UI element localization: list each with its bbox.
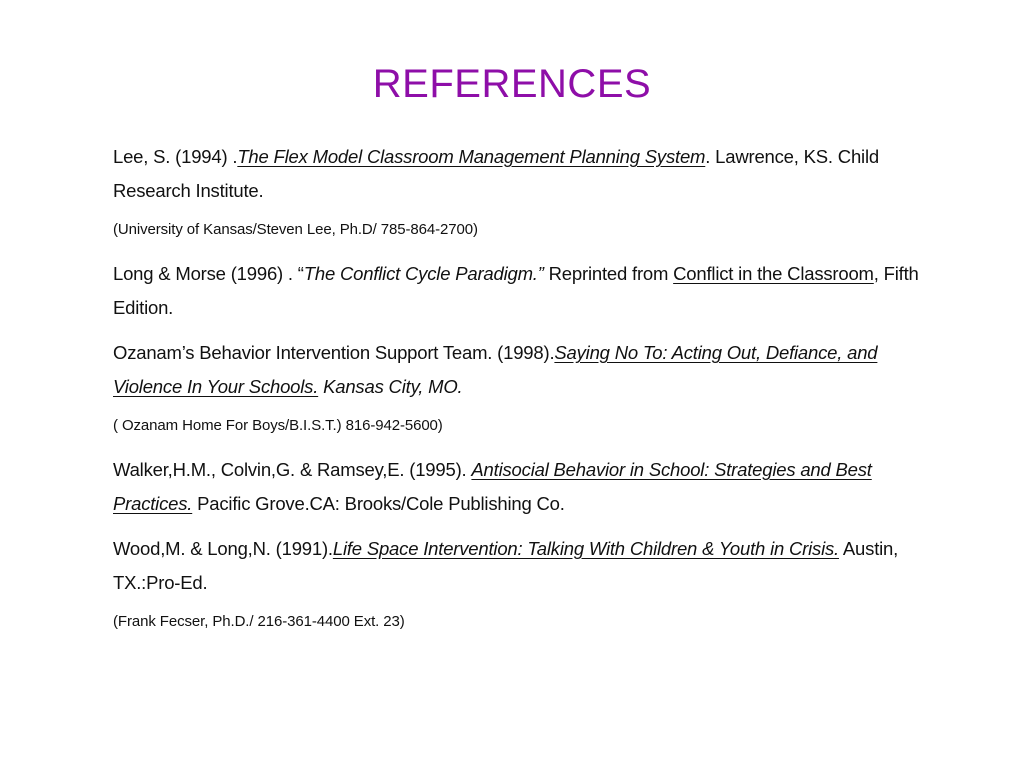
- reference-wood-title: Life Space Intervention: Talking With Children & Youth in Crisis.: [332, 538, 839, 559]
- reference-long-edition: , Fifth Edition.: [113, 263, 919, 318]
- reference-wood-contact: (Frank Fecser, Ph.D./ 216-361-4400 Ext. 23): [113, 613, 405, 630]
- reference-lee-publisher: . Lawrence, KS. Child Research Institute.: [113, 146, 879, 201]
- reference-walker-publisher: Pacific Grove.CA: Brooks/Cole Publishing Co.: [192, 493, 565, 514]
- reference-ozanam-location: Kansas City, MO.: [318, 376, 463, 397]
- reference-lee: [113, 140, 933, 208]
- reference-ozanam-contact: ( Ozanam Home For Boys/B.I.S.T.) 816-942-5600): [113, 417, 443, 434]
- reference-long: [113, 257, 933, 325]
- slide-title: REFERENCES: [372, 62, 652, 106]
- reference-list: [113, 140, 933, 649]
- reference-long-reprint: Reprinted from: [543, 263, 674, 284]
- reference-long-authors: Long & Morse (1996) . “: [113, 263, 304, 284]
- reference-wood-authors: Wood,M. & Long,N. (1991).: [113, 538, 333, 559]
- reference-walker-authors: Walker,H.M., Colvin,G. & Ramsey,E. (1995).: [113, 459, 472, 480]
- reference-long-title: The Conflict Cycle Paradigm.”: [303, 263, 544, 284]
- reference-lee-authors: Lee, S. (1994) .: [113, 146, 238, 167]
- reference-walker-title: Antisocial Behavior in School: Strategies and Best Practices.: [113, 459, 872, 514]
- reference-wood-publisher: Austin, TX.:Pro-Ed.: [113, 538, 899, 593]
- reference-ozanam-title: Saying No To: Acting Out, Defiance, and Violence In Your Schools.: [113, 342, 878, 397]
- reference-ozanam-authors: Ozanam’s Behavior Intervention Support Team. (1998).: [113, 342, 555, 363]
- reference-wood: [113, 532, 933, 600]
- reference-lee-contact: (University of Kansas/Steven Lee, Ph.D/ 785-864-2700): [113, 221, 478, 238]
- reference-walker: [113, 453, 933, 521]
- reference-ozanam: [113, 336, 933, 404]
- reference-long-book: Conflict in the Classroom: [673, 263, 874, 284]
- reference-lee-title: The Flex Model Classroom Management Planning System: [237, 146, 706, 167]
